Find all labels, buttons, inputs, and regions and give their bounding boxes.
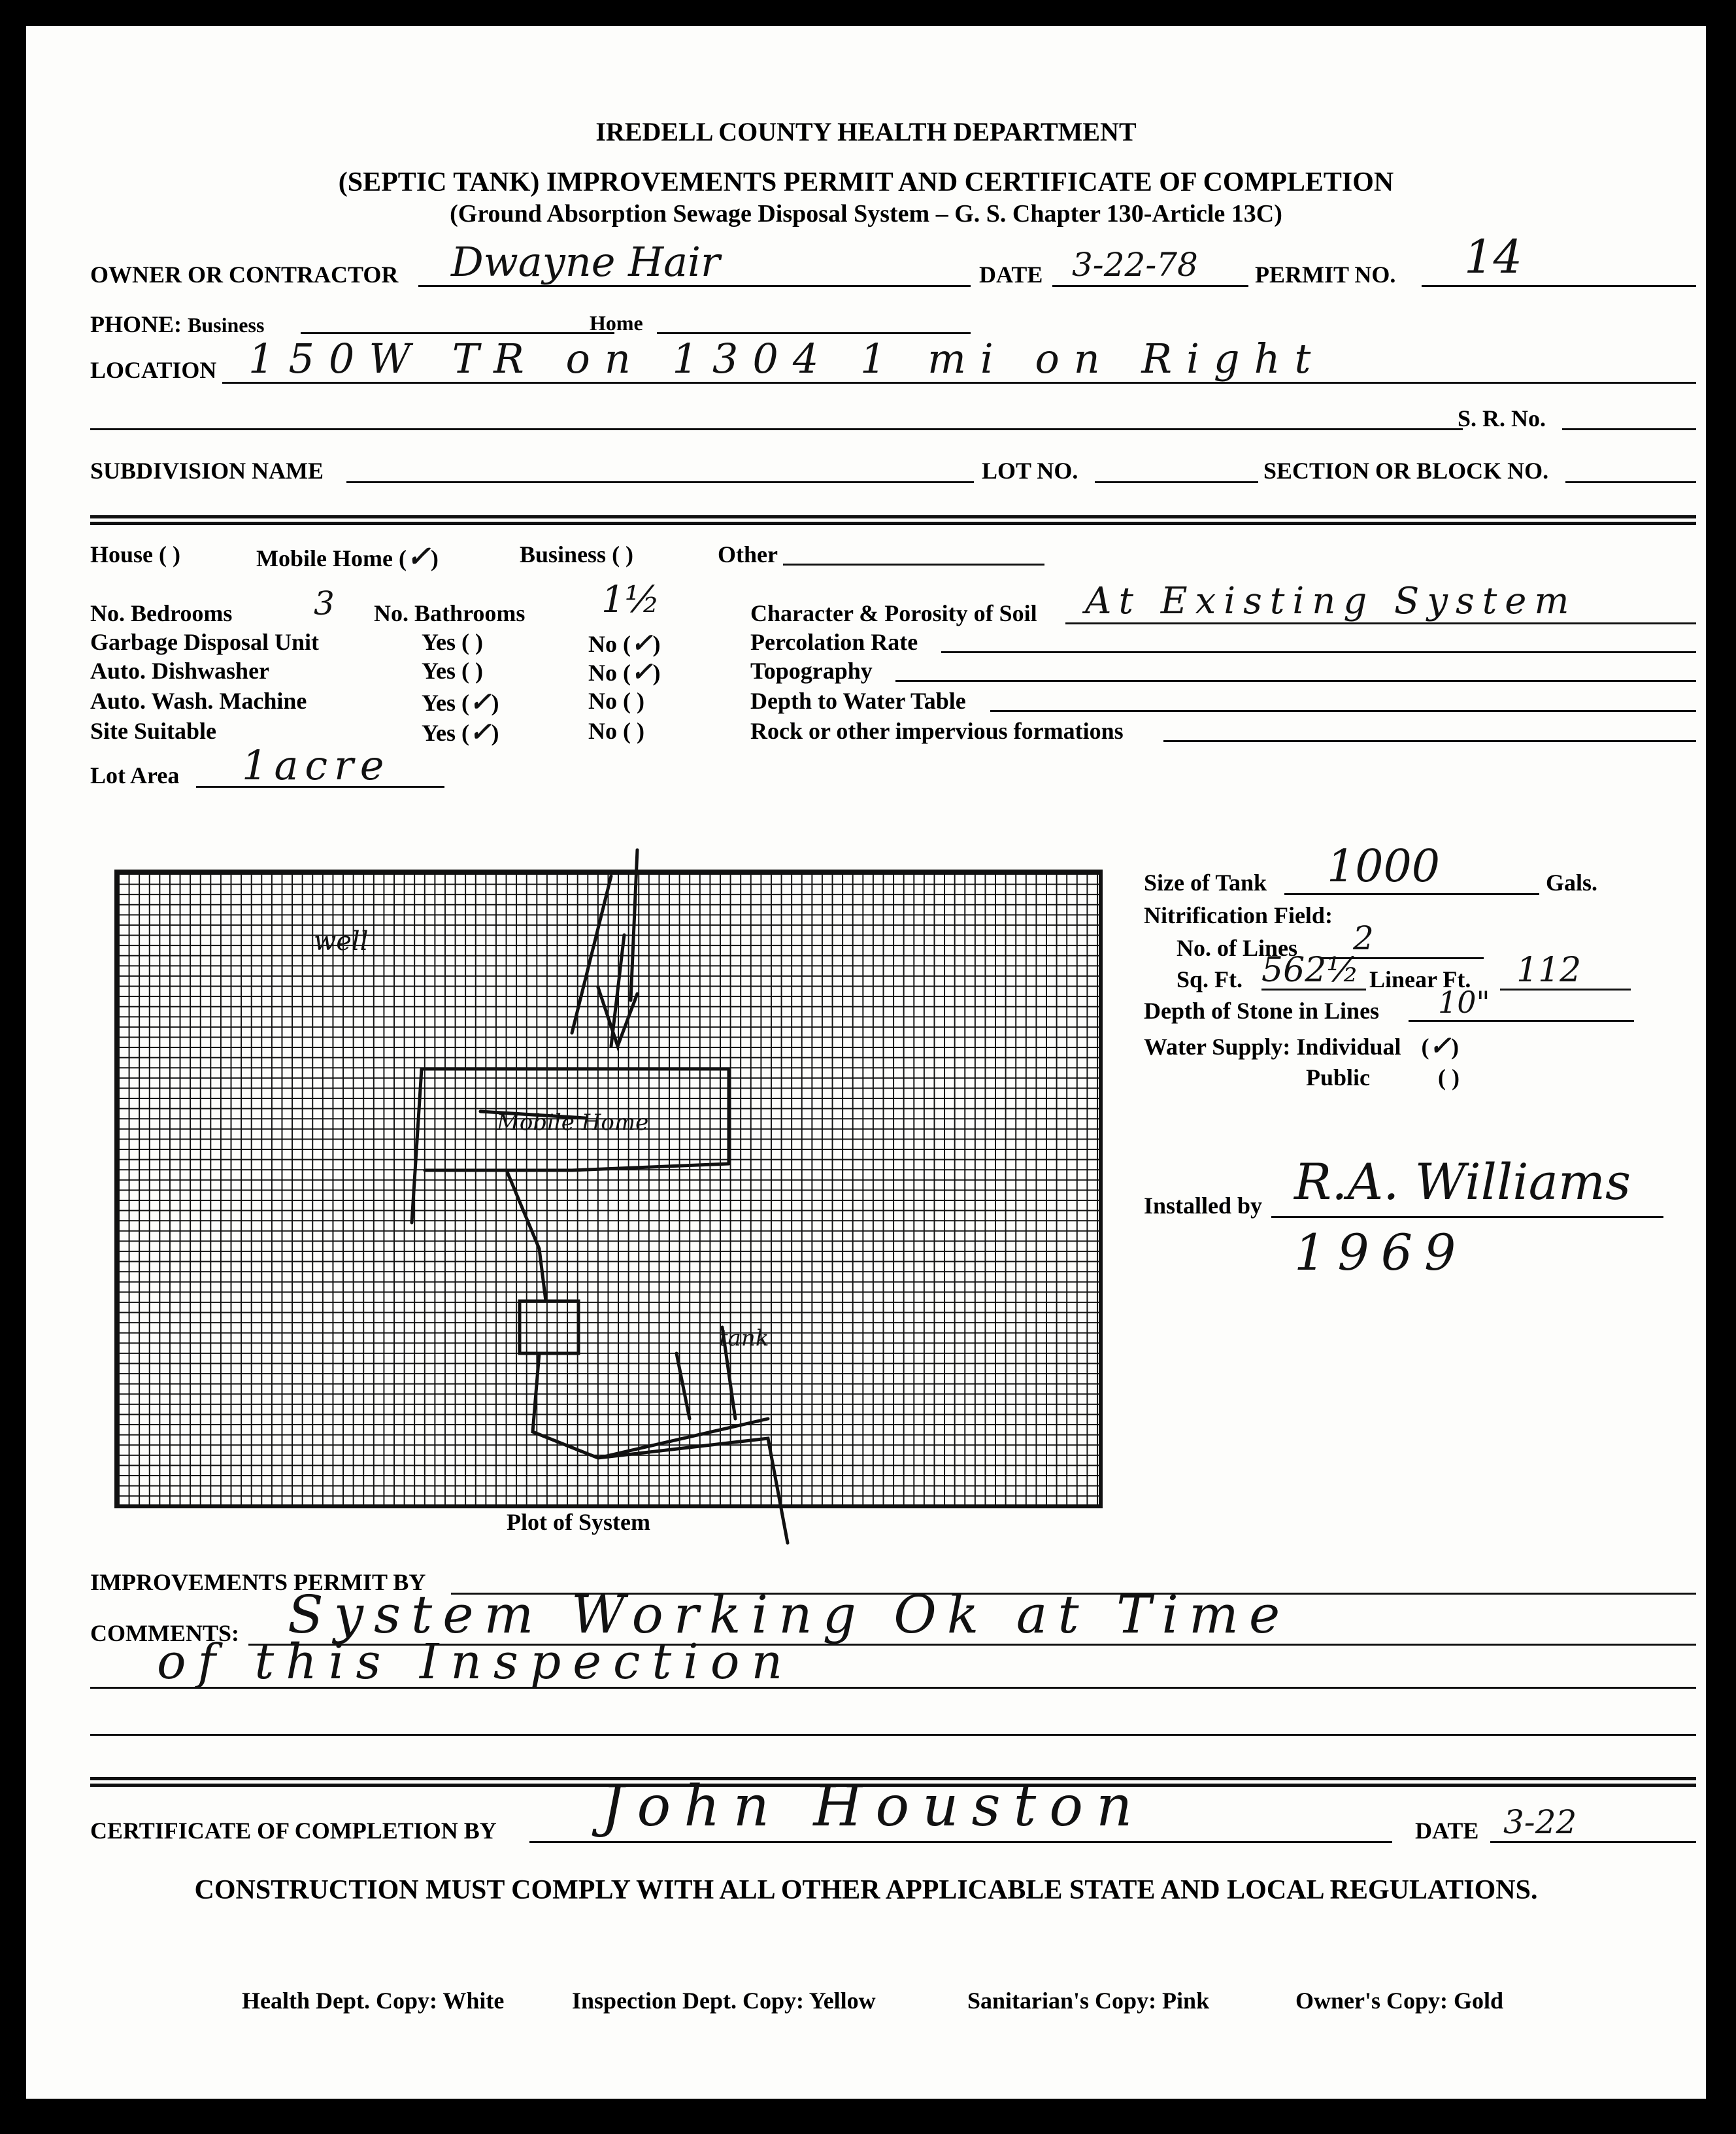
tank-gals: Gals. [1546,870,1598,896]
phone-home-line [657,332,971,334]
water-supply-label: Water Supply: Individual [1144,1034,1401,1060]
garbage-disposal-no[interactable] [588,630,661,656]
lot-area-label: Lot Area [90,762,180,788]
sketch-drain [507,1170,546,1301]
permit-value[interactable]: 14 [1464,230,1523,284]
business-option[interactable]: Business ( ) [520,541,634,567]
permit-document [26,26,1706,2099]
permit-label: PERMIT NO. [1255,262,1396,288]
installed-by-value[interactable]: R.A. Williams [1294,1153,1631,1211]
plot-sketch [114,830,1095,1550]
stone-depth-value[interactable]: 10" [1438,985,1490,1020]
bedrooms-label: No. Bedrooms [90,600,233,626]
nitrification-label: Nitrification Field: [1144,902,1333,928]
percolation-label: Percolation Rate [750,629,918,655]
certificate-signature[interactable]: John Houston [601,1774,1146,1839]
certificate-line [529,1841,1392,1843]
plot-note-well: well [314,926,369,957]
form-title: (SEPTIC TANK) IMPROVEMENTS PERMIT AND CERTIFICATE OF COMPLETION [338,167,1394,197]
certificate-date-label: DATE [1415,1818,1479,1844]
bedrooms-value[interactable]: 3 [314,584,335,622]
phone-business-line [301,332,614,334]
location-value[interactable]: 150W TR on 1304 1 mi on Right [248,335,1326,382]
dishwasher-no-close: ) [652,660,661,686]
certificate-date-value[interactable]: 3-22 [1503,1803,1577,1841]
water-supply-public-label: Public [1306,1064,1371,1091]
garbage-disposal-no-label: No ( [588,631,631,657]
section-label: SECTION OR BLOCK NO. [1263,458,1549,484]
sqft-value[interactable]: 562½ [1261,951,1360,990]
copy-inspection-dept: Inspection Dept. Copy: Yellow [572,1988,876,2014]
tank-size-label: Size of Tank [1144,870,1267,896]
mobile-home-close: ) [430,545,439,571]
sketch-tank [520,1301,578,1353]
comments-line-3 [90,1734,1696,1736]
copy-owner: Owner's Copy: Gold [1295,1988,1504,2014]
improvements-permit-label: IMPROVEMENTS PERMIT BY [90,1569,426,1595]
plot-caption: Plot of System [507,1509,650,1535]
copy-health-dept: Health Dept. Copy: White [242,1988,505,2014]
soil-character-line [1065,622,1696,624]
water-supply-individual[interactable]: Water Supply: Individual (✓) [1144,1030,1460,1061]
location-line-2 [90,428,1463,430]
topography-line [895,680,1696,682]
lines-label: No. of Lines [1177,935,1298,961]
wash-machine-yes-label: Yes ( [422,690,469,716]
linear-ft-label: Linear Ft. [1369,966,1471,992]
garbage-disposal-label: Garbage Disposal Unit [90,629,320,655]
installed-by-line [1271,1216,1663,1218]
comments-line-2-text[interactable]: of this Inspection [157,1634,795,1690]
percolation-line [941,651,1696,653]
form-subtitle: (Ground Absorption Sewage Disposal System – G. S. Chapter 130-Article 13C) [450,200,1282,228]
dishwasher-no-label: No ( [588,660,631,686]
lot-area-value[interactable]: 1acre [242,741,391,789]
owner-label: OWNER OR CONTRACTOR [90,262,399,288]
rock-label: Rock or other impervious formations [750,718,1124,744]
comments-line-1-text[interactable]: System Working Ok at Time [288,1584,1291,1645]
soil-character-label: Character & Porosity of Soil [750,600,1037,626]
site-suitable-yes-check: ✓ [469,717,492,747]
wash-machine-yes-check: ✓ [469,686,492,717]
plot-note-house: Mobile Home [497,1109,649,1136]
mobile-home-check: ✓ [406,540,431,573]
date-label: DATE [979,262,1043,288]
copy-sanitarian: Sanitarian's Copy: Pink [967,1988,1210,2014]
mobile-home-label: Mobile Home ( [256,545,407,571]
location-label: LOCATION [90,357,217,383]
section-line [1565,481,1696,483]
other-option: Other [718,541,778,567]
divider-top [90,515,1696,518]
water-table-line [990,710,1696,712]
other-line [783,564,1044,566]
lines-value[interactable]: 2 [1353,919,1374,957]
certificate-label: CERTIFICATE OF COMPLETION BY [90,1818,497,1844]
wash-machine-label: Auto. Wash. Machine [90,688,307,714]
sqft-label: Sq. Ft. [1177,966,1243,992]
certificate-date-line [1490,1841,1696,1843]
house-option[interactable]: House ( ) [90,541,180,567]
lot-no-label: LOT NO. [982,458,1078,484]
dishwasher-label: Auto. Dishwasher [90,658,270,684]
department-heading: IREDELL COUNTY HEALTH DEPARTMENT [595,117,1137,146]
stone-depth-label: Depth of Stone in Lines [1144,998,1380,1024]
wash-machine-yes-close: ) [491,690,499,716]
permit-line [1422,285,1696,287]
wash-machine-yes[interactable] [422,686,499,717]
divider-bottom [90,522,1696,525]
garbage-disposal-no-close: ) [652,631,661,657]
site-suitable-no[interactable]: No ( ) [588,718,644,744]
site-suitable-label: Site Suitable [90,718,217,744]
plot-note-tank: tank [719,1325,769,1351]
sketch-house [412,1069,729,1223]
rock-line [1163,740,1696,742]
garbage-disposal-yes[interactable]: Yes ( ) [422,629,483,655]
water-table-label: Depth to Water Table [750,688,966,714]
wash-machine-no[interactable]: No ( ) [588,688,644,714]
soil-character-value[interactable]: At Existing System [1085,580,1577,622]
site-suitable-yes-label: Yes ( [422,720,469,746]
sr-no-line [1562,428,1696,430]
subdivision-line [346,481,974,483]
sketch-north-arrow [572,850,637,1046]
date-value[interactable]: 3-22-78 [1072,246,1198,284]
phone-business-label: Business [188,313,265,337]
tank-size-value[interactable]: 1000 [1327,841,1441,892]
site-suitable-yes-close: ) [491,720,499,746]
owner-value[interactable]: Dwayne Hair [451,238,720,286]
bathrooms-value[interactable]: 1½ [601,579,660,621]
topography-label: Topography [750,658,873,684]
phone-label [90,313,264,336]
dishwasher-no-check: ✓ [631,656,653,687]
tank-size-line [1284,893,1539,895]
sr-no-label: S. R. No. [1458,405,1546,432]
linear-ft-value[interactable]: 112 [1516,951,1582,990]
regulations-notice: CONSTRUCTION MUST COMPLY WITH ALL OTHER APPLICABLE STATE AND LOCAL REGULATIONS. [194,1875,1538,1905]
garbage-disposal-no-check: ✓ [631,628,653,658]
water-supply-public-box[interactable]: ( ) [1438,1064,1460,1091]
installed-year[interactable]: 1969 [1294,1223,1468,1281]
date-line [1052,285,1248,287]
subdivision-label: SUBDIVISION NAME [90,458,324,484]
phone-label-text: PHONE: [90,311,182,337]
lot-no-line [1095,481,1258,483]
dishwasher-yes[interactable]: Yes ( ) [422,658,483,684]
installed-by-label: Installed by [1144,1193,1263,1219]
comments-label: COMMENTS: [90,1620,239,1646]
bathrooms-label: No. Bathrooms [374,600,526,626]
site-suitable-yes[interactable] [422,719,499,745]
dishwasher-no[interactable] [588,656,661,687]
individual-check: ✓ [1429,1030,1452,1061]
phone-home-label: Home [590,311,643,335]
mobile-home-option[interactable] [256,540,439,573]
stone-depth-line [1409,1020,1634,1022]
